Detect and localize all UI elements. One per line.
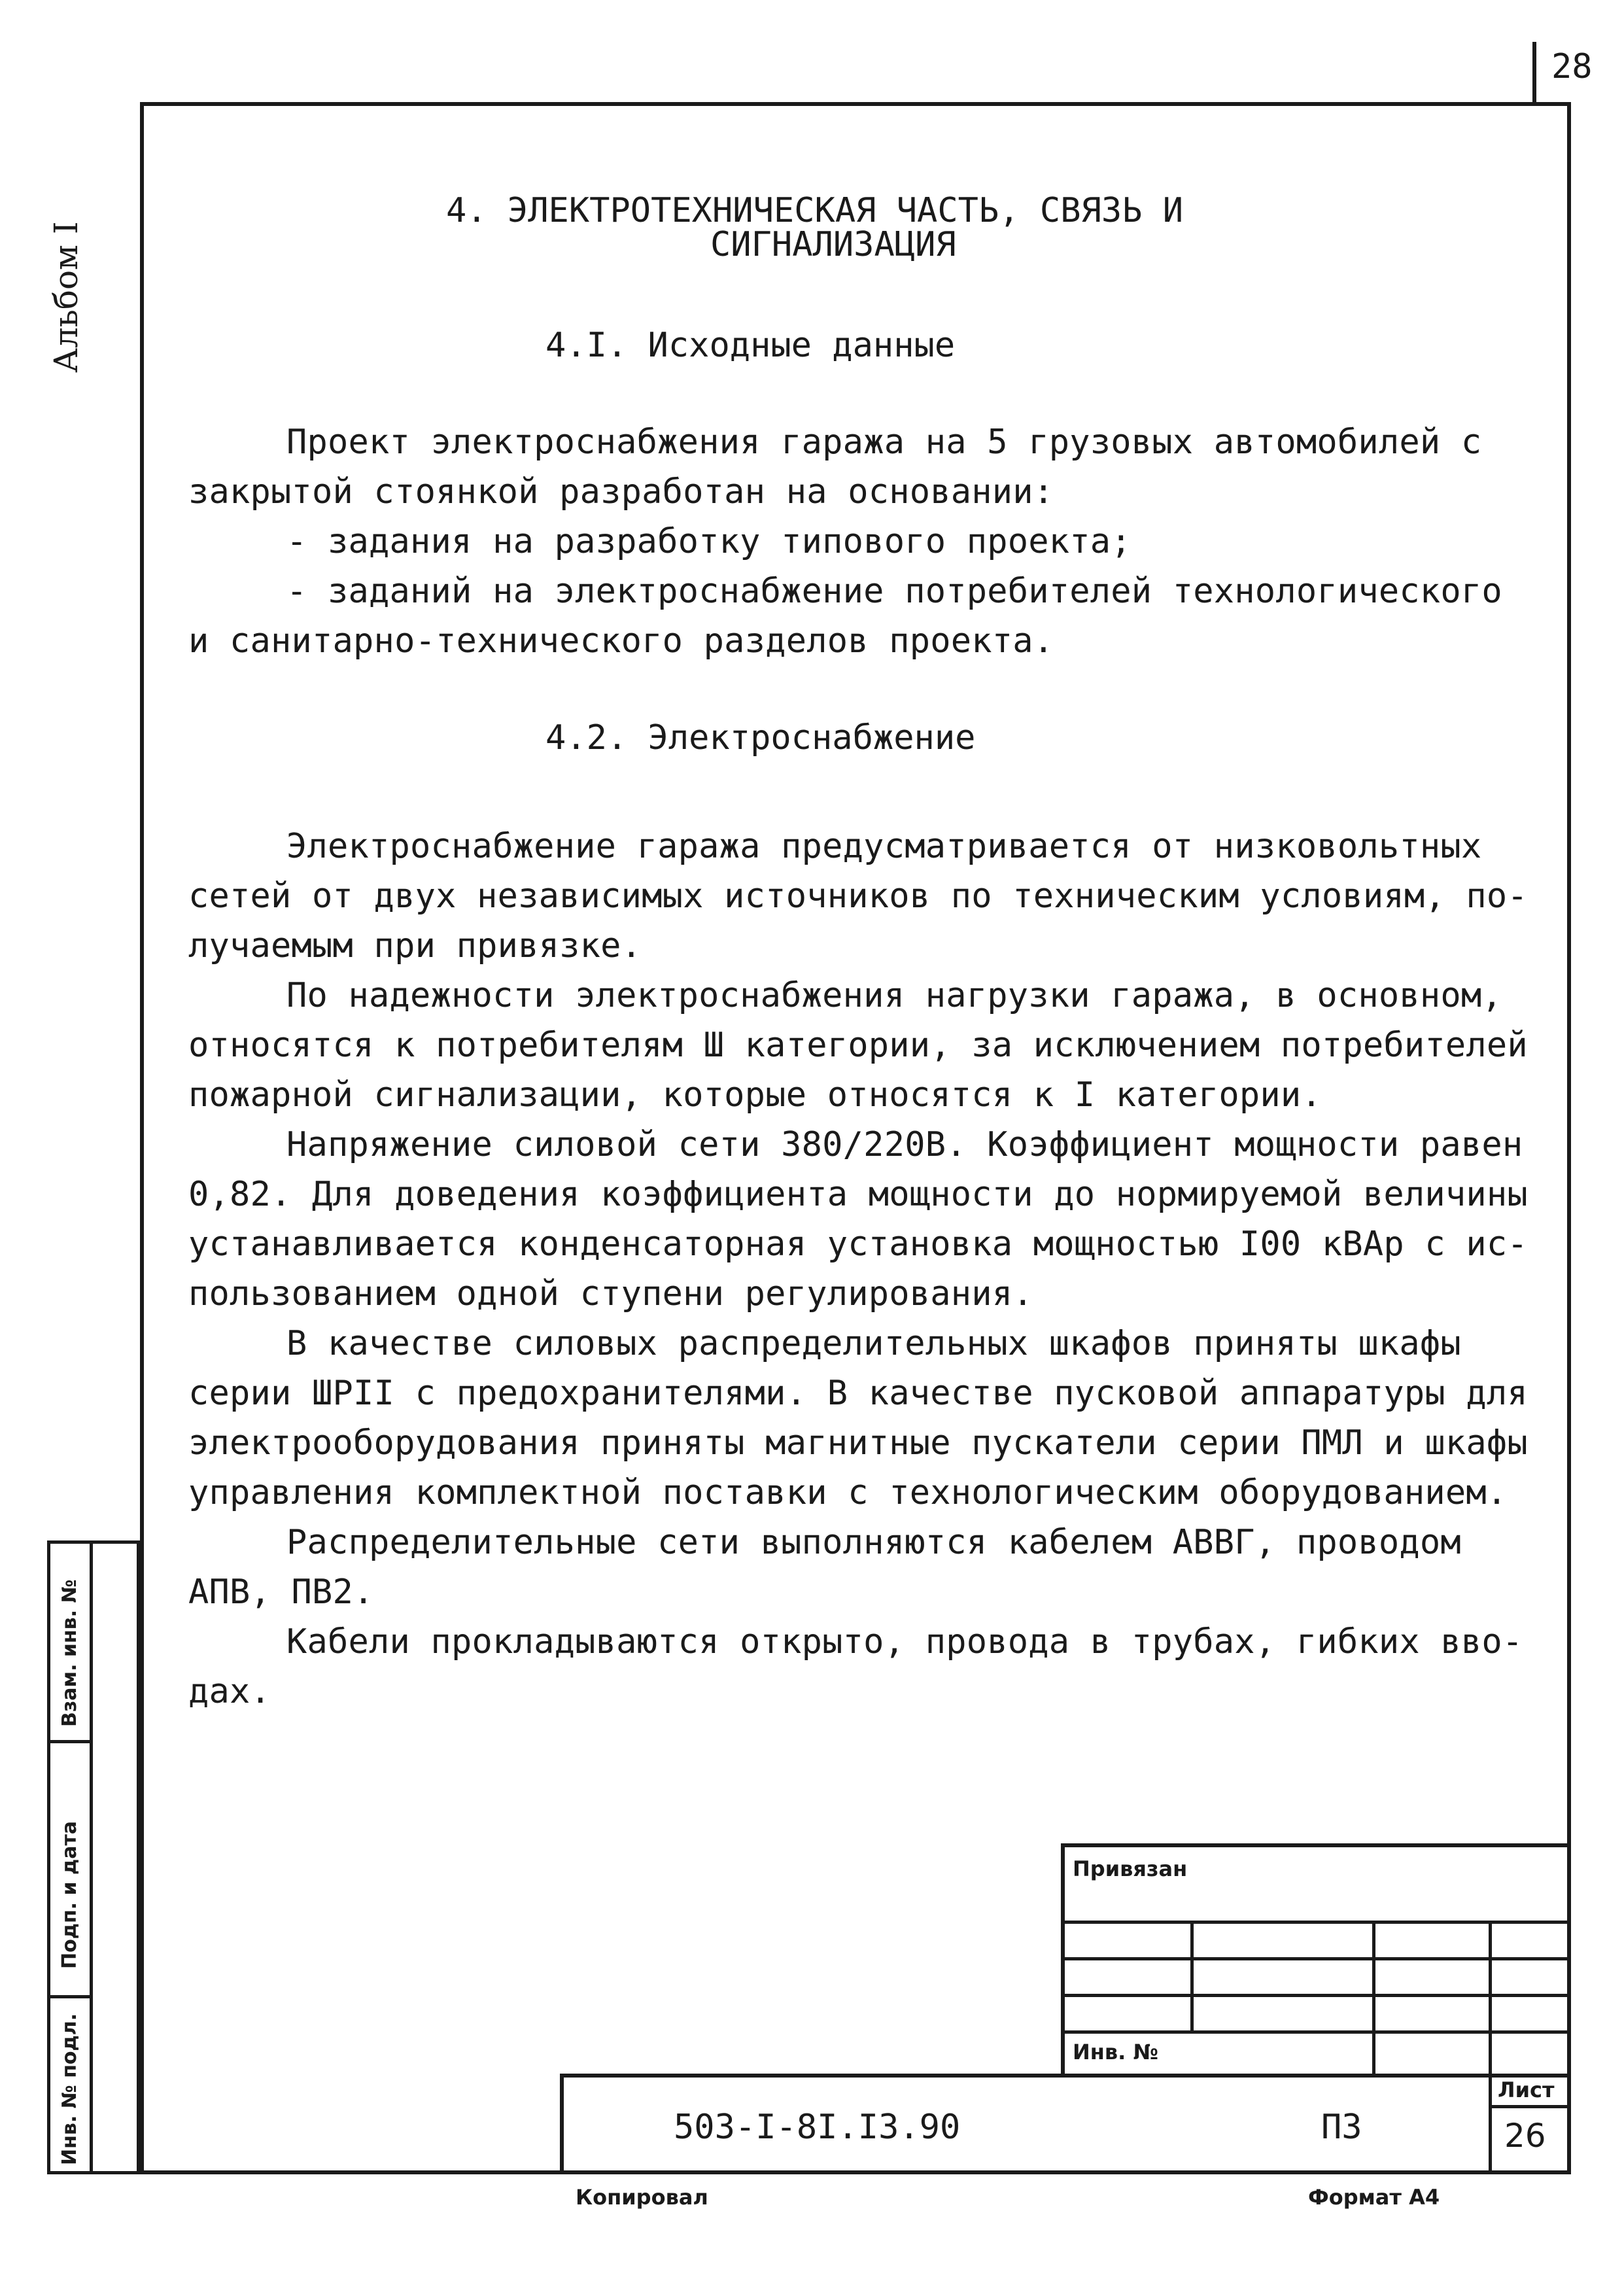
tb-line	[1061, 1994, 1571, 1997]
section-title-line2: СИГНАЛИЗАЦИЯ	[710, 225, 956, 264]
tb-doc-code: 503-I-8I.I3.90	[674, 2108, 961, 2147]
subsection-title-power-supply: 4.2. Электроснабжение	[545, 718, 976, 757]
text-line: электрооборудования приняты магнитные пускатели серии ПМЛ и шкафы	[188, 1423, 1528, 1463]
tb-format: Формат А4	[1308, 2185, 1440, 2210]
corner-mark-bar	[1532, 42, 1536, 102]
tb-line	[1190, 1921, 1194, 2033]
tb-list-number: 26	[1504, 2117, 1546, 2155]
text-line: Кабели прокладываются открыто, провода в трубах, гибких вво-	[286, 1622, 1523, 1661]
text-line: относятся к потребителям Ш категории, за исключением потребителей	[188, 1026, 1528, 1065]
side-stamp-divider	[90, 1544, 93, 2171]
text-line: В качестве силовых распределительных шкафов приняты шкафы	[286, 1324, 1461, 1363]
text-line: По надежности электроснабжения нагрузки гаража, в основном,	[286, 976, 1502, 1015]
text-line: дах.	[188, 1672, 271, 1711]
subsection-title-initial-data: 4.I. Исходные данные	[545, 326, 956, 365]
text-line: сетей от двух независимых источников по техническим условиям, по-	[188, 877, 1528, 916]
tb-line	[1489, 2105, 1571, 2108]
text-line: Напряжение силовой сети 380/220В. Коэффициент мощности равен	[286, 1125, 1523, 1164]
tb-line	[1061, 2030, 1571, 2034]
tb-line	[1372, 1921, 1375, 2076]
text-line: пожарной сигнализации, которые относятся к I категории.	[188, 1075, 1322, 1115]
text-line: устанавливается конденсаторная установка мощностью I00 кВАр с ис-	[188, 1225, 1528, 1264]
text-line: серии ШРII с предохранителями. В качестве пусковой аппаратуры для	[188, 1374, 1528, 1413]
tb-inv-no: Инв. №	[1073, 2040, 1158, 2064]
tb-line	[1489, 1921, 1492, 2076]
side-stamp-row-divider	[50, 1740, 93, 1743]
text-line: АПВ, ПВ2.	[188, 1573, 374, 1612]
text-line: Электроснабжение гаража предусматривается от низковольтных	[286, 827, 1482, 866]
text-line: 0,82. Для доведения коэффициента мощности до нормируемой величины	[188, 1175, 1528, 1214]
text-line: управления комплектной поставки с технологическим оборудованием.	[188, 1473, 1508, 1512]
tb-line	[1061, 1843, 1571, 1847]
text-line: и санитарно-технического разделов проекта.	[188, 621, 1054, 661]
tb-doc-type: ПЗ	[1321, 2108, 1362, 2147]
text-line: Проект электроснабжения гаража на 5 грузовых автомобилей с	[286, 423, 1482, 462]
side-stamp-row-divider	[50, 1995, 93, 1998]
tb-line	[1489, 2074, 1492, 2174]
text-line: - заданий на электроснабжение потребителей технологического	[286, 572, 1502, 611]
tb-line	[560, 2074, 1571, 2078]
text-line: Распределительные сети выполняются кабелем АВВГ, проводом	[286, 1523, 1461, 1562]
tb-kopiroval: Копировал	[576, 2185, 708, 2210]
text-line: лучаемым при привязке.	[188, 926, 642, 965]
tb-line	[1061, 1957, 1571, 1960]
tb-list-label: Лист	[1498, 2078, 1555, 2102]
side-stamp-column: Взам. инв. № Подп. и дата Инв. № подл.	[47, 1540, 140, 2174]
text-line: пользованием одной ступени регулирования.	[188, 1274, 1033, 1313]
corner-sheet-number: 28	[1551, 47, 1593, 86]
text-line: закрытой стоянкой разработан на основании:	[188, 472, 1054, 512]
tb-privyazan: Привязан	[1073, 1856, 1188, 1881]
text-line: - задания на разработку типового проекта;	[286, 522, 1132, 561]
tb-line	[560, 2074, 564, 2174]
section-title-line1: 4. ЭЛЕКТРОТЕХНИЧЕСКАЯ ЧАСТЬ, СВЯЗЬ И	[446, 191, 1184, 230]
tb-line	[1061, 1921, 1571, 1924]
